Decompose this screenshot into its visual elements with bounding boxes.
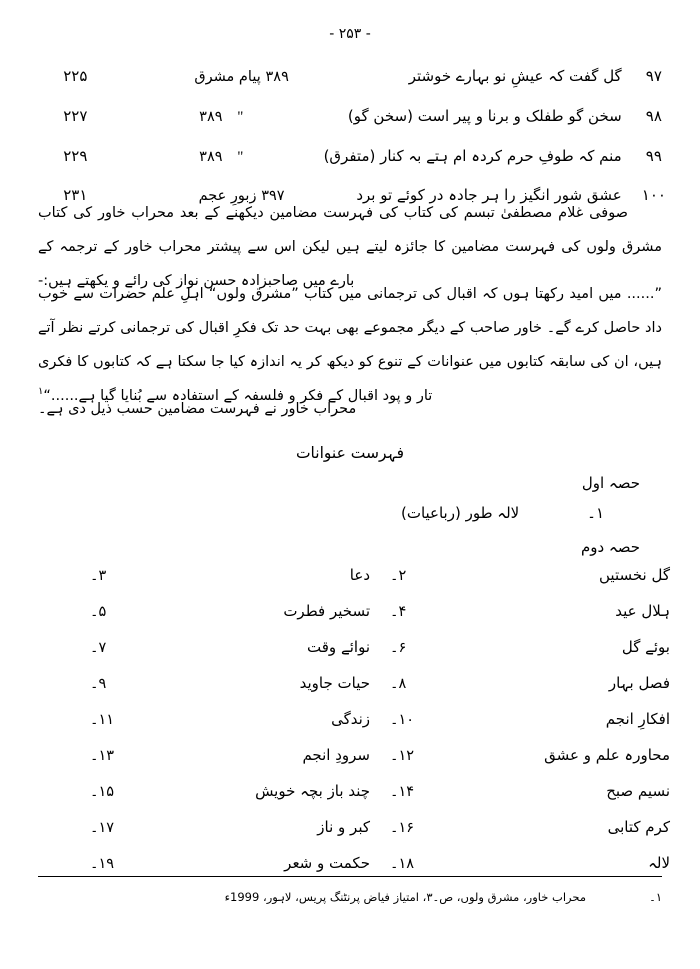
source-page: ۳۸۹ bbox=[199, 148, 223, 165]
entry-number: ۱۔ bbox=[587, 504, 604, 522]
entry-title: نوائے وقت bbox=[307, 638, 370, 656]
entry-title: کرم کتابی bbox=[607, 818, 670, 836]
entry-title: زندگی bbox=[331, 710, 370, 728]
entry-title: کبر و ناز bbox=[317, 818, 370, 836]
entry-number: ۱۶۔ bbox=[390, 820, 415, 836]
footnote-marker: ۱ bbox=[38, 386, 44, 398]
entry-number: ۱۹۔ bbox=[90, 856, 115, 872]
footnote bbox=[38, 888, 662, 908]
page-folio: - ۲۵۳ - bbox=[329, 26, 371, 42]
entry-number: ۷۔ bbox=[90, 640, 107, 656]
ditto-mark: " bbox=[237, 148, 244, 165]
list-item bbox=[380, 746, 680, 782]
list-item bbox=[80, 854, 380, 890]
entry-number: ۱۴۔ bbox=[390, 784, 415, 800]
entry-title: فصل بہار bbox=[608, 674, 670, 692]
entry-title: تسخیر فطرت bbox=[283, 602, 370, 620]
part-one-label: حصہ اول bbox=[581, 474, 640, 492]
ditto-mark: " bbox=[237, 108, 244, 125]
row-number: ۹۹ bbox=[645, 146, 662, 165]
contents-columns bbox=[20, 566, 680, 890]
entry-title: نسیم صبح bbox=[606, 782, 670, 800]
entry-title: ہلال عید bbox=[615, 602, 670, 620]
index-table bbox=[20, 58, 680, 217]
list-item bbox=[380, 674, 680, 710]
list-item bbox=[80, 746, 380, 782]
part-two-label: حصہ دوم bbox=[580, 538, 640, 556]
row-title: منم کہ طوفِ حرم کردہ ام ہتے بہ کنار (متفرق) bbox=[323, 146, 622, 165]
table-row bbox=[20, 138, 680, 178]
entry-number: ۲۔ bbox=[390, 568, 407, 584]
row-title: گل گفت کہ عیشِ نو بہارے خوشتر bbox=[408, 67, 622, 85]
list-item bbox=[380, 638, 680, 674]
entry-title: سرودِ انجم bbox=[302, 746, 370, 764]
row-page: ۲۲۷ bbox=[63, 106, 88, 125]
list-item bbox=[380, 782, 680, 818]
entry-title: حیات جاوید bbox=[299, 674, 370, 692]
entry-title: دعا bbox=[349, 566, 370, 584]
row-number: ۹۷ bbox=[645, 67, 662, 85]
entry-number: ۹۔ bbox=[90, 676, 107, 692]
entry-title: حکمت و شعر bbox=[284, 854, 370, 872]
list-item bbox=[380, 854, 680, 890]
entry-number: ۴۔ bbox=[390, 604, 407, 620]
entry-title: افکارِ انجم bbox=[605, 710, 670, 728]
list-item bbox=[80, 602, 380, 638]
footnote-text: محراب خاور، مشرق ولوں، ص۔۳، امتیاز فیاض پرنٹنگ پریس، لاہور، 1999ء bbox=[224, 890, 586, 904]
entry-number: ۱۸۔ bbox=[390, 856, 415, 872]
list-item bbox=[380, 710, 680, 746]
entry-number: ۳۔ bbox=[90, 568, 107, 584]
entry-title: چند باز بچہ خویش bbox=[255, 782, 370, 800]
list-item bbox=[80, 566, 380, 602]
entry-number: ۱۱۔ bbox=[90, 712, 115, 728]
source-book: پیام مشرق bbox=[194, 69, 261, 85]
row-title: سخن گو طفلک و برنا و پیر است (سخن گو) bbox=[347, 106, 622, 125]
list-item bbox=[80, 674, 380, 710]
source-page: ۳۸۹ bbox=[199, 108, 223, 125]
row-source bbox=[131, 98, 322, 138]
index-table-body bbox=[20, 58, 680, 217]
source-book: زبورِ عجم bbox=[198, 188, 257, 205]
list-item bbox=[401, 504, 604, 522]
contents-heading: فہرست عنوانات bbox=[295, 444, 405, 462]
list-item bbox=[80, 818, 380, 854]
list-item bbox=[80, 710, 380, 746]
row-page: ۲۳۱ bbox=[63, 186, 88, 205]
list-item bbox=[80, 782, 380, 818]
entry-number: ۶۔ bbox=[390, 640, 407, 656]
table-row bbox=[20, 58, 680, 98]
footnote-divider bbox=[38, 876, 662, 877]
entry-title: بوئے گل bbox=[621, 638, 670, 656]
list-item bbox=[380, 566, 680, 602]
entry-number: ۵۔ bbox=[90, 604, 107, 620]
entry-title: محاورہ علم و عشق bbox=[544, 746, 670, 764]
row-page: ۲۲۵ bbox=[63, 67, 88, 85]
list-item bbox=[380, 602, 680, 638]
row-page: ۲۲۹ bbox=[63, 146, 88, 165]
footnote-number: ۱۔ bbox=[649, 890, 662, 904]
contents-column-left bbox=[80, 566, 380, 890]
row-number: ۱۰۰ bbox=[641, 186, 666, 205]
quote-text: ”...... میں امید رکھتا ہوں کہ اقبال کی ترجمانی میں کتاب ”مشرق ولوں“ اہلِ علم حضرات سے خوب داد حاصل کرے گے۔ خاور صاحب کے دیگر مجموعے بھی بہت حد تک فکرِ اقبال کی ترجمانی کرتے نظر آتے ہیں، ان کی سابقہ کتابوں میں عنوانات کے تنوع کو دیکھ کر یہ اندازہ کیا جا سکتا ہے کہ کتابوں کا فکری تار و پود اقبال کے فکر و فلسفہ کے استفادہ سے بُنایا گیا ہے......“ bbox=[38, 286, 662, 405]
after-quote-line: محراب خاور نے فہرست مضامین حسب ذیل دی ہے۔ bbox=[38, 401, 357, 417]
entry-title: گل نخستیں bbox=[599, 566, 670, 584]
table-row bbox=[20, 98, 680, 138]
entry-title: لالہ طور (رباعیات) bbox=[400, 504, 520, 522]
intro-paragraph: صوفی غلام مصطفیٰ تبسم کی کتاب کی فہرست مضامین دیکھنے کے بعد محراب خاور کی کتاب مشرق ولوں کی فہرست مضامین کا جائزہ لیتے ہیں لیکن اس سے پیشتر محراب خاور کے ترجمہ کے بارے میں صاحبزادہ حسن نواز کی رائے و یکھتے ہیں:- bbox=[38, 205, 662, 290]
entry-number: ۱۲۔ bbox=[390, 748, 415, 764]
source-page: ۳۸۹ bbox=[265, 69, 289, 85]
entry-number: ۱۳۔ bbox=[90, 748, 115, 764]
contents-column-right bbox=[380, 566, 680, 890]
entry-number: ۱۵۔ bbox=[90, 784, 115, 800]
row-source bbox=[131, 58, 322, 98]
entry-number: ۸۔ bbox=[390, 676, 407, 692]
entry-number: ۱۷۔ bbox=[90, 820, 115, 836]
entry-number: ۱۰۔ bbox=[390, 712, 415, 728]
row-number: ۹۸ bbox=[645, 106, 662, 125]
row-source bbox=[131, 138, 322, 178]
source-page: ۳۹۷ bbox=[261, 188, 285, 205]
row-title: عشق شور انگیز را ہر جادہ در کوئے تو برد bbox=[356, 186, 622, 205]
list-item bbox=[380, 818, 680, 854]
list-item bbox=[80, 638, 380, 674]
entry-title: لالہ bbox=[648, 854, 670, 872]
